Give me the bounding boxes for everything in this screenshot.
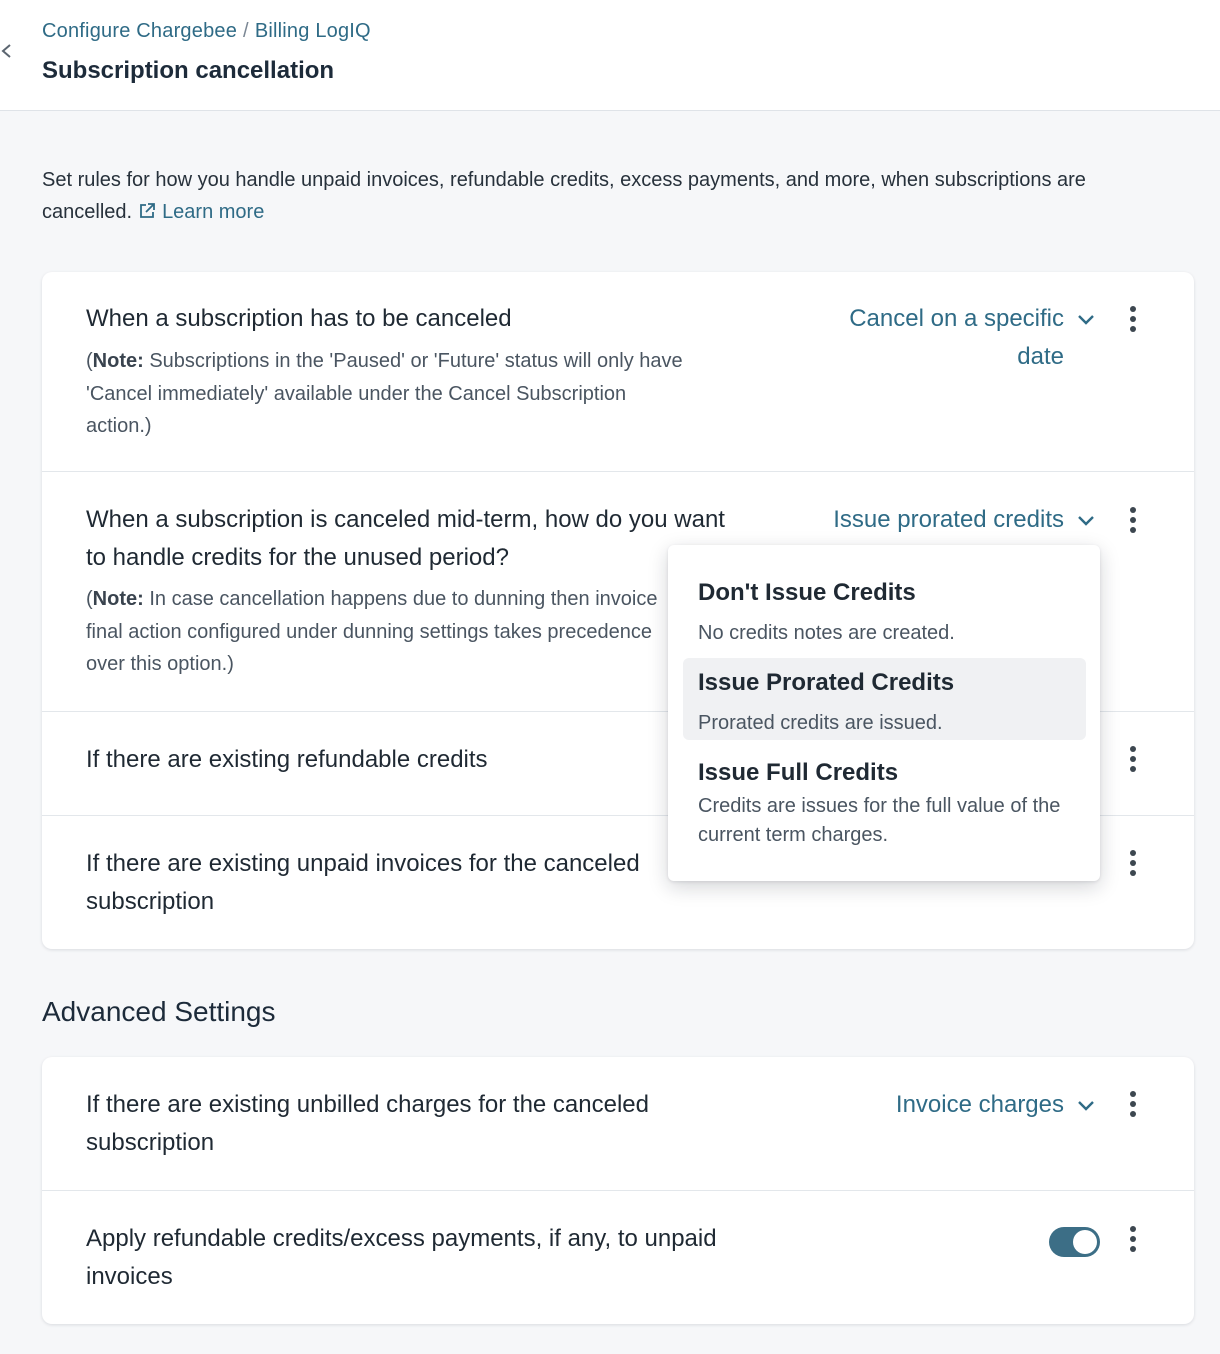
select-value-line1: Cancel on a specific xyxy=(849,305,1064,332)
credits-dropdown-menu xyxy=(668,545,1100,881)
more-options-icon[interactable] xyxy=(1126,305,1140,333)
cancel-option-select[interactable] xyxy=(849,300,1064,376)
external-link-icon[interactable] xyxy=(138,202,156,220)
learn-more-link[interactable]: Learn more xyxy=(162,201,265,223)
more-options-icon[interactable] xyxy=(1126,1090,1140,1118)
rule-title: When a subscription is canceled mid-term, how do you want to handle credits for the unused period? xyxy=(86,506,725,571)
note-label: Note: xyxy=(92,588,144,610)
note-text: Subscriptions in the 'Paused' or 'Future' status will only have 'Cancel immediately' available under the Cancel Subscription action.) xyxy=(86,350,683,437)
apply-credits-toggle[interactable] xyxy=(1049,1227,1100,1257)
more-options-icon[interactable] xyxy=(1126,849,1140,877)
rule-title: If there are existing unbilled charges for the canceled subscription xyxy=(86,1091,650,1156)
rule-title: When a subscription has to be canceled xyxy=(86,305,512,332)
credits-option-select[interactable]: Issue prorated credits xyxy=(833,506,1064,533)
intro-text xyxy=(42,164,1122,228)
option-description: No credits notes are created. xyxy=(698,622,955,644)
rule-title: Apply refundable credits/excess payments, if any, to unpaid invoices xyxy=(86,1225,717,1290)
header xyxy=(0,0,1220,111)
back-chevron-icon[interactable] xyxy=(0,40,14,62)
rule-title: If there are existing refundable credits xyxy=(86,746,488,773)
chevron-down-icon[interactable] xyxy=(1076,1099,1096,1113)
option-dont-issue-credits[interactable] xyxy=(683,567,1086,649)
note-text: In case cancellation happens due to dunning then invoice final action configured under dunning settings takes precedence over this option.) xyxy=(86,588,658,675)
breadcrumb-separator: / xyxy=(243,20,249,42)
advanced-card xyxy=(42,1057,1194,1324)
option-label: Issue Full Credits xyxy=(698,759,899,786)
page-title: Subscription cancellation xyxy=(42,57,335,84)
breadcrumb-configure-chargebee[interactable]: Configure Chargebee xyxy=(42,20,238,42)
breadcrumb-billing-logiq[interactable]: Billing LogIQ xyxy=(254,20,371,42)
intro-description: Set rules for how you handle unpaid invoices, refundable credits, excess payments, and more, when subscriptions are cancelled. xyxy=(42,169,1086,223)
rule-unbilled-charges xyxy=(42,1057,1194,1190)
option-label: Issue Prorated Credits xyxy=(698,669,955,696)
chevron-down-icon[interactable] xyxy=(1076,313,1096,327)
rule-title: If there are existing unpaid invoices for the canceled subscription xyxy=(86,850,640,915)
rule-apply-refundable-credits xyxy=(42,1190,1194,1324)
more-options-icon[interactable] xyxy=(1126,745,1140,773)
more-options-icon[interactable] xyxy=(1126,1225,1140,1253)
option-issue-full-credits[interactable] xyxy=(683,748,1086,864)
unbilled-charges-select[interactable]: Invoice charges xyxy=(895,1091,1064,1118)
option-description: Credits are issues for the full value of the current term charges. xyxy=(698,795,1061,846)
rule-note: (Note: Subscriptions in the 'Paused' or 'Future' status will only have 'Cancel immediately' available under the Cancel Subscription action.) xyxy=(86,350,683,437)
more-options-icon[interactable] xyxy=(1126,506,1140,534)
rule-note: (Note: In case cancellation happens due to dunning then invoice final action configured under dunning settings takes precedence over this option.) xyxy=(86,588,658,675)
note-label: Note: xyxy=(92,350,144,372)
breadcrumb xyxy=(42,20,371,43)
option-label: Don't Issue Credits xyxy=(698,579,916,606)
option-issue-prorated-credits[interactable] xyxy=(683,658,1086,740)
toggle-knob xyxy=(1073,1230,1097,1254)
rule-cancel-when xyxy=(42,272,1194,471)
chevron-down-icon[interactable] xyxy=(1076,514,1096,528)
option-description: Prorated credits are issued. xyxy=(698,712,943,734)
select-value-line2: date xyxy=(1017,343,1064,370)
advanced-settings-heading: Advanced Settings xyxy=(42,996,276,1027)
